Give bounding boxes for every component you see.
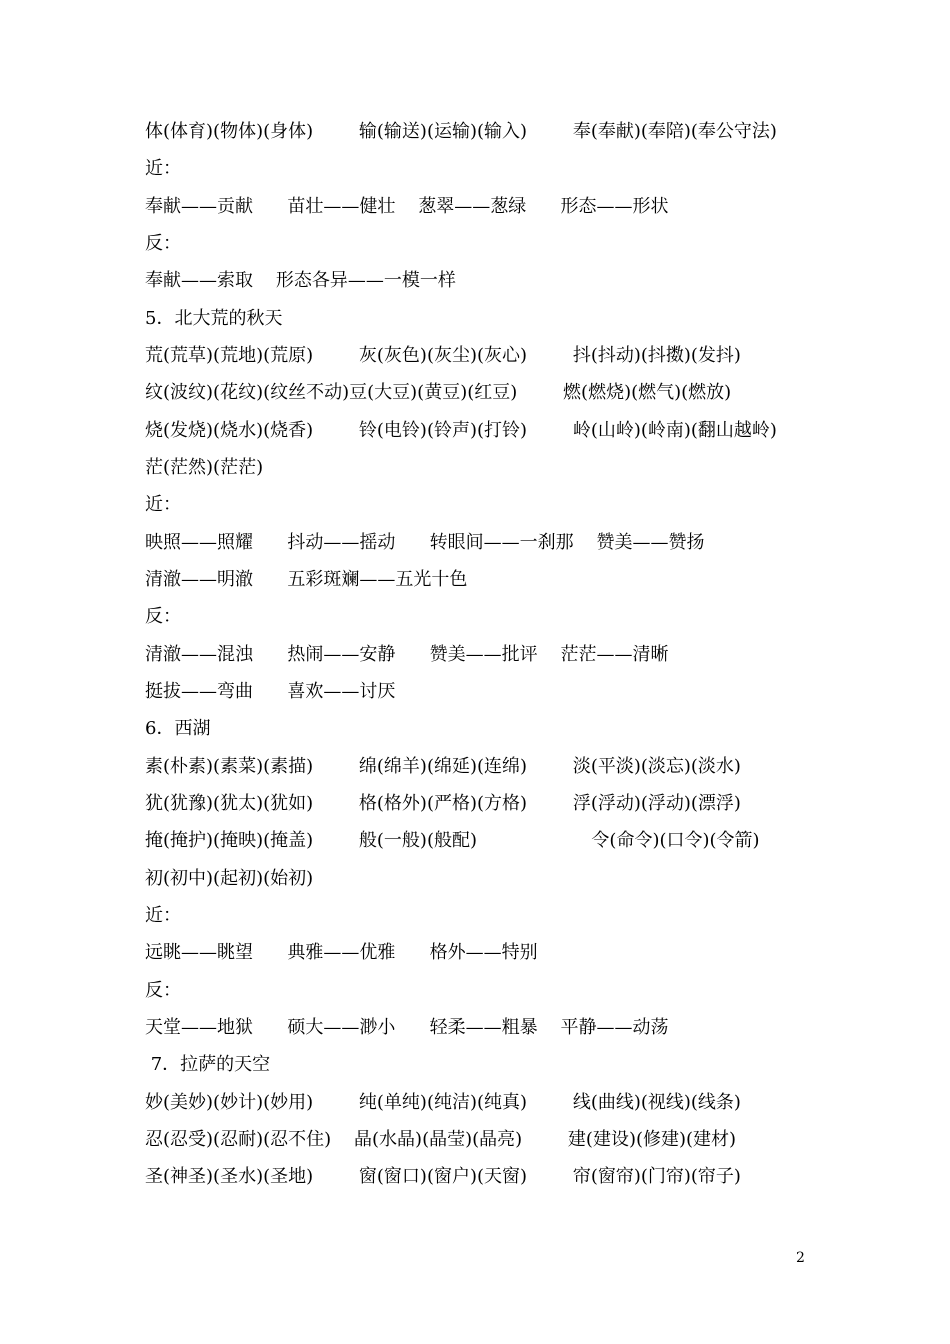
text-line bbox=[145, 529, 845, 557]
line-text: 犹(犹豫)(犹太)(犹如) 格(格外)(严格)(方格) 浮(浮动)(浮动)(漂浮) bbox=[145, 793, 741, 814]
line-text: 掩(掩护)(掩映)(掩盖) 般(一般)(般配) 令(命令)(口令)(令箭) bbox=[145, 830, 760, 851]
line-text: 清澈——明澈 五彩斑斓——五光十色 bbox=[145, 569, 468, 590]
line-text: 圣(神圣)(圣水)(圣地) 窗(窗口)(窗户)(天窗) 帘(窗帘)(门帘)(帘子) bbox=[145, 1166, 741, 1187]
line-text: 素(朴素)(素菜)(素描) 绵(绵羊)(绵延)(连绵) 淡(平淡)(淡忘)(淡水) bbox=[145, 756, 741, 777]
text-line bbox=[145, 827, 845, 855]
line-text: 清澈——混浊 热闹——安静 赞美——批评 茫茫——清晰 bbox=[145, 644, 669, 665]
text-line bbox=[145, 155, 845, 183]
line-text: 初(初中)(起初)(始初) bbox=[145, 868, 314, 889]
line-text: 妙(美妙)(妙计)(妙用) 纯(单纯)(纯洁)(纯真) 线(曲线)(视线)(线条) bbox=[145, 1092, 741, 1113]
text-line bbox=[145, 193, 845, 221]
line-text: 奉献——贡献 苗壮——健壮 葱翠——葱绿 形态——形状 bbox=[145, 196, 669, 217]
section-heading bbox=[145, 715, 845, 743]
text-line bbox=[145, 454, 845, 482]
text-line bbox=[145, 678, 845, 706]
text-line bbox=[145, 379, 845, 407]
text-line bbox=[145, 641, 845, 669]
line-text: 反： bbox=[145, 233, 181, 254]
line-text: 远眺——眺望 典雅——优雅 格外——特别 bbox=[145, 942, 538, 963]
line-text: 近： bbox=[145, 905, 181, 926]
text-line bbox=[145, 1089, 845, 1117]
text-line bbox=[145, 417, 845, 445]
line-text: 纹(波纹)(花纹)(纹丝不动)豆(大豆)(黄豆)(红豆) 燃(燃烧)(燃气)(燃放) bbox=[145, 382, 732, 403]
line-text: 反： bbox=[145, 980, 181, 1001]
line-text: 天堂——地狱 硕大——渺小 轻柔——粗暴 平静——动荡 bbox=[145, 1017, 669, 1038]
text-line bbox=[145, 753, 845, 781]
page-number: 2 bbox=[796, 1250, 805, 1266]
line-text: 忍(忍受)(忍耐)(忍不住) 晶(水晶)(晶莹)(晶亮) 建(建设)(修建)(建材) bbox=[145, 1129, 737, 1150]
line-text: 近： bbox=[145, 158, 181, 179]
text-line bbox=[145, 267, 845, 295]
section-heading bbox=[145, 1051, 845, 1079]
line-text: 映照——照耀 抖动——摇动 转眼间——一刹那 赞美——赞扬 bbox=[145, 532, 705, 553]
line-text: 奉献——索取 形态各异——一模一样 bbox=[145, 270, 456, 291]
text-line bbox=[145, 566, 845, 594]
text-line bbox=[145, 603, 845, 631]
text-line bbox=[145, 118, 845, 146]
text-line bbox=[145, 790, 845, 818]
line-text: 荒(荒草)(荒地)(荒原) 灰(灰色)(灰尘)(灰心) 抖(抖动)(抖擞)(发抖) bbox=[145, 345, 741, 366]
line-text: 近： bbox=[145, 494, 181, 515]
text-line bbox=[145, 1163, 845, 1191]
text-line bbox=[145, 1014, 845, 1042]
line-text: 烧(发烧)(烧水)(烧香) 铃(电铃)(铃声)(打铃) 岭(山岭)(岭南)(翻山越岭) bbox=[145, 420, 777, 441]
section-heading bbox=[145, 305, 845, 333]
text-line bbox=[145, 1126, 845, 1154]
line-text: 7．拉萨的天空 bbox=[145, 1054, 271, 1075]
line-text: 挺拔——弯曲 喜欢——讨厌 bbox=[145, 681, 396, 702]
text-line bbox=[145, 977, 845, 1005]
text-line bbox=[145, 939, 845, 967]
line-text: 体(体育)(物体)(身体) 输(输送)(运输)(输入) 奉(奉献)(奉陪)(奉公守法) bbox=[145, 121, 777, 142]
text-line bbox=[145, 902, 845, 930]
text-line bbox=[145, 230, 845, 258]
text-line bbox=[145, 491, 845, 519]
text-line bbox=[145, 342, 845, 370]
line-text: 反： bbox=[145, 606, 181, 627]
line-text: 5．北大荒的秋天 bbox=[145, 308, 283, 329]
text-line bbox=[145, 865, 845, 893]
line-text: 茫(茫然)(茫茫) bbox=[145, 457, 264, 478]
line-text: 6．西湖 bbox=[145, 718, 211, 739]
